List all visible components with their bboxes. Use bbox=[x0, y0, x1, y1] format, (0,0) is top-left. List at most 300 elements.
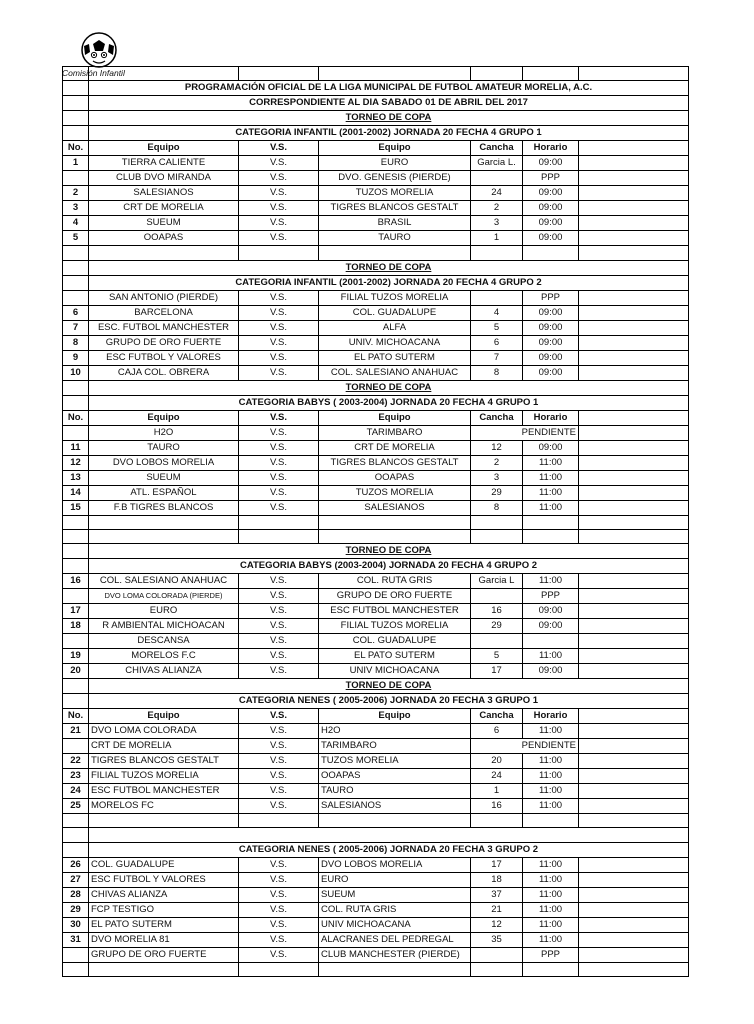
away-team: ALACRANES DEL PEDREGAL bbox=[319, 932, 471, 947]
empty-cell bbox=[579, 171, 689, 186]
match-time: 09:00 bbox=[523, 350, 579, 365]
match-time: 11:00 bbox=[523, 887, 579, 902]
match-number: 17 bbox=[63, 604, 89, 619]
versus-label: V.S. bbox=[239, 769, 319, 784]
home-team: GRUPO DE ORO FUERTE bbox=[89, 335, 239, 350]
versus-label: V.S. bbox=[239, 739, 319, 754]
home-team: GRUPO DE ORO FUERTE bbox=[89, 947, 239, 962]
match-number bbox=[63, 589, 89, 604]
empty-cell bbox=[579, 902, 689, 917]
versus-label: V.S. bbox=[239, 619, 319, 634]
match-time: PENDIENTE bbox=[471, 425, 579, 440]
field-number: 20 bbox=[471, 754, 523, 769]
empty-cell bbox=[471, 814, 523, 828]
empty-cell bbox=[239, 962, 319, 976]
away-team: SUEUM bbox=[319, 887, 471, 902]
category-heading bbox=[63, 126, 689, 141]
away-team: COL. RUTA GRIS bbox=[319, 574, 471, 589]
field-number: 3 bbox=[471, 216, 523, 231]
col-header-vs: V.S. bbox=[239, 141, 319, 156]
away-team: TUZOS MORELIA bbox=[319, 485, 471, 500]
torneo-heading-text bbox=[89, 828, 689, 842]
col-header-time: Horario bbox=[523, 141, 579, 156]
empty-cell bbox=[63, 814, 89, 828]
away-team: CRT DE MORELIA bbox=[319, 440, 471, 455]
field-number: 16 bbox=[471, 799, 523, 814]
empty-cell bbox=[471, 246, 523, 260]
home-team: DVO LOBOS MORELIA bbox=[89, 455, 239, 470]
home-team: MORELOS F.C bbox=[89, 649, 239, 664]
match-time: PPP bbox=[523, 947, 579, 962]
empty-cell bbox=[579, 500, 689, 515]
column-header-row bbox=[63, 410, 689, 425]
empty-cell bbox=[579, 709, 689, 724]
match-time: 09:00 bbox=[523, 440, 579, 455]
empty-cell bbox=[579, 619, 689, 634]
document-title-text: PROGRAMACIÓN OFICIAL DE LA LIGA MUNICIPAL DE FUTBOL AMATEUR MORELIA, A.C. bbox=[89, 81, 689, 96]
match-number: 13 bbox=[63, 470, 89, 485]
home-team: TIERRA CALIENTE bbox=[89, 156, 239, 171]
field-number: 2 bbox=[471, 455, 523, 470]
versus-label: V.S. bbox=[239, 917, 319, 932]
away-team: SALESIANOS bbox=[319, 500, 471, 515]
empty-cell bbox=[579, 67, 689, 81]
field-number: 29 bbox=[471, 485, 523, 500]
field-number: 1 bbox=[471, 784, 523, 799]
home-team: SAN ANTONIO (PIERDE) bbox=[89, 290, 239, 305]
away-team: FILIAL TUZOS MORELIA bbox=[319, 290, 471, 305]
match-row bbox=[63, 470, 689, 485]
col-header-team: Equipo bbox=[89, 410, 239, 425]
field-number: 21 bbox=[471, 902, 523, 917]
match-row bbox=[63, 440, 689, 455]
match-time: 09:00 bbox=[523, 231, 579, 246]
versus-label: V.S. bbox=[239, 872, 319, 887]
home-team: CRT DE MORELIA bbox=[89, 739, 239, 754]
away-team: EL PATO SUTERM bbox=[319, 649, 471, 664]
empty-cell bbox=[63, 559, 89, 574]
match-row bbox=[63, 305, 689, 320]
col-header-field: Cancha bbox=[471, 141, 523, 156]
torneo-heading bbox=[63, 679, 689, 694]
empty-cell bbox=[579, 290, 689, 305]
empty-cell bbox=[89, 67, 239, 81]
home-team: H2O bbox=[89, 425, 239, 440]
match-row bbox=[63, 485, 689, 500]
empty-cell bbox=[89, 515, 239, 529]
empty-cell bbox=[239, 67, 319, 81]
empty-cell bbox=[471, 67, 523, 81]
away-team: ALFA bbox=[319, 320, 471, 335]
match-time: 09:00 bbox=[523, 201, 579, 216]
match-row bbox=[63, 201, 689, 216]
home-team: OOAPAS bbox=[89, 231, 239, 246]
field-number: 6 bbox=[471, 335, 523, 350]
logo-caption: Comisión Infantil bbox=[62, 68, 125, 78]
torneo-heading-text: TORNEO DE COPA bbox=[89, 544, 689, 559]
match-row bbox=[63, 455, 689, 470]
empty-cell bbox=[579, 962, 689, 976]
document-title bbox=[63, 81, 689, 96]
match-row bbox=[63, 724, 689, 739]
match-number: 30 bbox=[63, 917, 89, 932]
column-header-row bbox=[63, 709, 689, 724]
empty-cell bbox=[579, 604, 689, 619]
match-time: 11:00 bbox=[523, 917, 579, 932]
away-team: SALESIANOS bbox=[319, 799, 471, 814]
category-heading bbox=[63, 395, 689, 410]
empty-cell bbox=[523, 529, 579, 543]
match-time: 11:00 bbox=[523, 857, 579, 872]
empty-cell bbox=[579, 156, 689, 171]
match-number bbox=[63, 739, 89, 754]
match-time: 09:00 bbox=[523, 604, 579, 619]
empty-cell bbox=[579, 529, 689, 543]
away-team: H2O bbox=[319, 724, 471, 739]
empty-cell bbox=[239, 515, 319, 529]
match-number: 11 bbox=[63, 440, 89, 455]
home-team: CLUB DVO MIRANDA bbox=[89, 171, 239, 186]
match-number: 28 bbox=[63, 887, 89, 902]
field-number: 35 bbox=[471, 932, 523, 947]
match-time: 09:00 bbox=[523, 305, 579, 320]
field-number: 24 bbox=[471, 186, 523, 201]
empty-cell bbox=[63, 275, 89, 290]
torneo-heading bbox=[63, 828, 689, 842]
field-number: 17 bbox=[471, 857, 523, 872]
field-number: 29 bbox=[471, 619, 523, 634]
empty-cell bbox=[319, 962, 471, 976]
col-header-team: Equipo bbox=[89, 141, 239, 156]
versus-label: V.S. bbox=[239, 440, 319, 455]
empty-cell bbox=[579, 186, 689, 201]
empty-cell bbox=[523, 515, 579, 529]
match-time: 11:00 bbox=[523, 649, 579, 664]
match-row bbox=[63, 902, 689, 917]
empty-cell bbox=[319, 246, 471, 260]
empty-cell bbox=[579, 857, 689, 872]
empty-cell bbox=[319, 67, 471, 81]
category-heading-text: CATEGORIA INFANTIL (2001-2002) JORNADA 20 FECHA 4 GRUPO 2 bbox=[89, 275, 689, 290]
empty-cell bbox=[579, 887, 689, 902]
match-number: 6 bbox=[63, 305, 89, 320]
versus-label: V.S. bbox=[239, 589, 319, 604]
match-row bbox=[63, 425, 689, 440]
match-time: 11:00 bbox=[523, 799, 579, 814]
versus-label: V.S. bbox=[239, 156, 319, 171]
document-subtitle-text: CORRESPONDIENTE AL DIA SABADO 01 DE ABRIL DEL 2017 bbox=[89, 96, 689, 111]
versus-label: V.S. bbox=[239, 634, 319, 649]
match-row bbox=[63, 186, 689, 201]
col-header-field: Cancha bbox=[471, 410, 523, 425]
match-row bbox=[63, 350, 689, 365]
empty-cell bbox=[63, 96, 89, 111]
empty-cell bbox=[471, 529, 523, 543]
empty-cell bbox=[579, 724, 689, 739]
field-number: 16 bbox=[471, 604, 523, 619]
away-team: COL. GUADALUPE bbox=[319, 305, 471, 320]
torneo-heading bbox=[63, 544, 689, 559]
torneo-heading bbox=[63, 111, 689, 126]
match-time: 11:00 bbox=[523, 872, 579, 887]
blank-row bbox=[63, 529, 689, 543]
empty-cell bbox=[63, 81, 89, 96]
away-team: TARIMBARO bbox=[319, 425, 471, 440]
empty-cell bbox=[579, 515, 689, 529]
blank-row bbox=[63, 962, 689, 976]
field-number: 8 bbox=[471, 500, 523, 515]
match-time: PPP bbox=[523, 290, 579, 305]
versus-label: V.S. bbox=[239, 290, 319, 305]
col-header-no: No. bbox=[63, 709, 89, 724]
versus-label: V.S. bbox=[239, 365, 319, 380]
field-number: Garcia L bbox=[471, 574, 523, 589]
home-team: SALESIANOS bbox=[89, 186, 239, 201]
match-number: 5 bbox=[63, 231, 89, 246]
torneo-heading-text: TORNEO DE COPA bbox=[89, 679, 689, 694]
match-time: 11:00 bbox=[523, 455, 579, 470]
home-team: ESC FUTBOL Y VALORES bbox=[89, 350, 239, 365]
match-time: PENDIENTE bbox=[471, 739, 579, 754]
match-time: 11:00 bbox=[523, 574, 579, 589]
field-number: 37 bbox=[471, 887, 523, 902]
field-number: 12 bbox=[471, 440, 523, 455]
away-team: TAURO bbox=[319, 231, 471, 246]
field-number: 3 bbox=[471, 470, 523, 485]
torneo-heading bbox=[63, 260, 689, 275]
empty-cell bbox=[579, 814, 689, 828]
field-number: 4 bbox=[471, 305, 523, 320]
away-team: EURO bbox=[319, 156, 471, 171]
torneo-heading bbox=[63, 380, 689, 395]
empty-cell bbox=[579, 216, 689, 231]
home-team: BARCELONA bbox=[89, 305, 239, 320]
match-time: 09:00 bbox=[523, 664, 579, 679]
away-team: TIGRES BLANCOS GESTALT bbox=[319, 201, 471, 216]
match-time: 11:00 bbox=[523, 932, 579, 947]
empty-cell bbox=[579, 365, 689, 380]
home-team: CRT DE MORELIA bbox=[89, 201, 239, 216]
match-row bbox=[63, 574, 689, 589]
empty-cell bbox=[63, 962, 89, 976]
empty-cell bbox=[239, 529, 319, 543]
versus-label: V.S. bbox=[239, 857, 319, 872]
away-team: UNIV MICHOACANA bbox=[319, 664, 471, 679]
versus-label: V.S. bbox=[239, 784, 319, 799]
empty-cell bbox=[579, 799, 689, 814]
home-team: ESC FUTBOL MANCHESTER bbox=[89, 784, 239, 799]
match-time: 11:00 bbox=[523, 902, 579, 917]
empty-cell bbox=[89, 814, 239, 828]
category-heading bbox=[63, 559, 689, 574]
match-number: 14 bbox=[63, 485, 89, 500]
empty-cell bbox=[523, 67, 579, 81]
match-number: 31 bbox=[63, 932, 89, 947]
home-team: R AMBIENTAL MICHOACAN bbox=[89, 619, 239, 634]
home-team: ESC. FUTBOL MANCHESTER bbox=[89, 320, 239, 335]
away-team: UNIV MICHOACANA bbox=[319, 917, 471, 932]
match-number bbox=[63, 947, 89, 962]
versus-label: V.S. bbox=[239, 649, 319, 664]
versus-label: V.S. bbox=[239, 485, 319, 500]
torneo-heading-text: TORNEO DE COPA bbox=[89, 260, 689, 275]
match-row bbox=[63, 649, 689, 664]
match-row bbox=[63, 231, 689, 246]
match-number: 2 bbox=[63, 186, 89, 201]
away-team: CLUB MANCHESTER (PIERDE) bbox=[319, 947, 471, 962]
field-number bbox=[471, 171, 523, 186]
empty-cell bbox=[239, 246, 319, 260]
empty-cell bbox=[63, 246, 89, 260]
match-number bbox=[63, 634, 89, 649]
home-team: FCP TESTIGO bbox=[89, 902, 239, 917]
torneo-heading-text: TORNEO DE COPA bbox=[89, 111, 689, 126]
match-row bbox=[63, 857, 689, 872]
empty-cell bbox=[579, 350, 689, 365]
col-header-team2: Equipo bbox=[319, 410, 471, 425]
field-number: 6 bbox=[471, 724, 523, 739]
match-number bbox=[63, 171, 89, 186]
home-team: COL. SALESIANO ANAHUAC bbox=[89, 574, 239, 589]
match-row bbox=[63, 947, 689, 962]
match-time: 09:00 bbox=[523, 320, 579, 335]
match-time: 11:00 bbox=[523, 769, 579, 784]
home-team: COL. GUADALUPE bbox=[89, 857, 239, 872]
home-team: DVO LOMA COLORADA bbox=[89, 724, 239, 739]
empty-cell bbox=[579, 201, 689, 216]
away-team: FILIAL TUZOS MORELIA bbox=[319, 619, 471, 634]
match-row bbox=[63, 290, 689, 305]
home-team: TAURO bbox=[89, 440, 239, 455]
field-number: 8 bbox=[471, 365, 523, 380]
away-team: DVO LOBOS MORELIA bbox=[319, 857, 471, 872]
match-time: PPP bbox=[523, 589, 579, 604]
home-team: MORELOS FC bbox=[89, 799, 239, 814]
field-number bbox=[471, 634, 523, 649]
match-row bbox=[63, 799, 689, 814]
empty-cell bbox=[63, 529, 89, 543]
match-row bbox=[63, 917, 689, 932]
empty-cell bbox=[63, 380, 89, 395]
empty-cell bbox=[523, 246, 579, 260]
away-team: COL. RUTA GRIS bbox=[319, 902, 471, 917]
match-row bbox=[63, 619, 689, 634]
match-row bbox=[63, 872, 689, 887]
away-team: TARIMBARO bbox=[319, 739, 471, 754]
empty-cell bbox=[579, 754, 689, 769]
match-row bbox=[63, 739, 689, 754]
empty-cell bbox=[579, 917, 689, 932]
field-number: 5 bbox=[471, 320, 523, 335]
match-number: 25 bbox=[63, 799, 89, 814]
versus-label: V.S. bbox=[239, 171, 319, 186]
match-row bbox=[63, 754, 689, 769]
versus-label: V.S. bbox=[239, 216, 319, 231]
versus-label: V.S. bbox=[239, 470, 319, 485]
empty-cell bbox=[471, 962, 523, 976]
versus-label: V.S. bbox=[239, 305, 319, 320]
versus-label: V.S. bbox=[239, 947, 319, 962]
empty-cell bbox=[63, 395, 89, 410]
versus-label: V.S. bbox=[239, 186, 319, 201]
home-team: ESC FUTBOL Y VALORES bbox=[89, 872, 239, 887]
empty-cell bbox=[579, 410, 689, 425]
home-team: DVO MORELIA 81 bbox=[89, 932, 239, 947]
versus-label: V.S. bbox=[239, 724, 319, 739]
away-team: TUZOS MORELIA bbox=[319, 754, 471, 769]
match-time: 09:00 bbox=[523, 335, 579, 350]
col-header-no: No. bbox=[63, 410, 89, 425]
versus-label: V.S. bbox=[239, 201, 319, 216]
match-number: 21 bbox=[63, 724, 89, 739]
col-header-time: Horario bbox=[523, 709, 579, 724]
match-number: 4 bbox=[63, 216, 89, 231]
away-team: OOAPAS bbox=[319, 769, 471, 784]
category-heading-text: CATEGORIA BABYS (2003-2004) JORNADA 20 FECHA 4 GRUPO 2 bbox=[89, 559, 689, 574]
match-row bbox=[63, 156, 689, 171]
match-row bbox=[63, 335, 689, 350]
home-team: CAJA COL. OBRERA bbox=[89, 365, 239, 380]
field-number bbox=[471, 589, 523, 604]
home-team: EL PATO SUTERM bbox=[89, 917, 239, 932]
blank-row bbox=[63, 814, 689, 828]
match-number: 19 bbox=[63, 649, 89, 664]
col-header-team: Equipo bbox=[89, 709, 239, 724]
empty-cell bbox=[63, 126, 89, 141]
match-row bbox=[63, 604, 689, 619]
match-number: 10 bbox=[63, 365, 89, 380]
match-number bbox=[63, 425, 89, 440]
versus-label: V.S. bbox=[239, 320, 319, 335]
match-time: 11:00 bbox=[523, 500, 579, 515]
field-number: 5 bbox=[471, 649, 523, 664]
empty-cell bbox=[89, 962, 239, 976]
col-header-field: Cancha bbox=[471, 709, 523, 724]
top-blank-row bbox=[63, 67, 689, 81]
match-number: 15 bbox=[63, 500, 89, 515]
category-heading-text: CATEGORIA INFANTIL (2001-2002) JORNADA 20 FECHA 4 GRUPO 1 bbox=[89, 126, 689, 141]
match-number: 16 bbox=[63, 574, 89, 589]
match-time: PPP bbox=[523, 171, 579, 186]
match-time: 09:00 bbox=[523, 216, 579, 231]
home-team: TIGRES BLANCOS GESTALT bbox=[89, 754, 239, 769]
empty-cell bbox=[579, 470, 689, 485]
away-team: EL PATO SUTERM bbox=[319, 350, 471, 365]
home-team: F.B TIGRES BLANCOS bbox=[89, 500, 239, 515]
home-team: FILIAL TUZOS MORELIA bbox=[89, 769, 239, 784]
blank-row bbox=[63, 515, 689, 529]
home-team: EURO bbox=[89, 604, 239, 619]
away-team: ESC FUTBOL MANCHESTER bbox=[319, 604, 471, 619]
versus-label: V.S. bbox=[239, 335, 319, 350]
field-number: 1 bbox=[471, 231, 523, 246]
col-header-time: Horario bbox=[523, 410, 579, 425]
versus-label: V.S. bbox=[239, 887, 319, 902]
empty-cell bbox=[579, 320, 689, 335]
away-team: EURO bbox=[319, 872, 471, 887]
versus-label: V.S. bbox=[239, 455, 319, 470]
empty-cell bbox=[579, 485, 689, 500]
match-row bbox=[63, 216, 689, 231]
away-team: UNIV. MICHOACANA bbox=[319, 335, 471, 350]
col-header-team2: Equipo bbox=[319, 141, 471, 156]
home-team: ATL. ESPAÑOL bbox=[89, 485, 239, 500]
field-number: 7 bbox=[471, 350, 523, 365]
match-row bbox=[63, 171, 689, 186]
home-team: CHIVAS ALIANZA bbox=[89, 664, 239, 679]
empty-cell bbox=[579, 305, 689, 320]
home-team: SUEUM bbox=[89, 470, 239, 485]
